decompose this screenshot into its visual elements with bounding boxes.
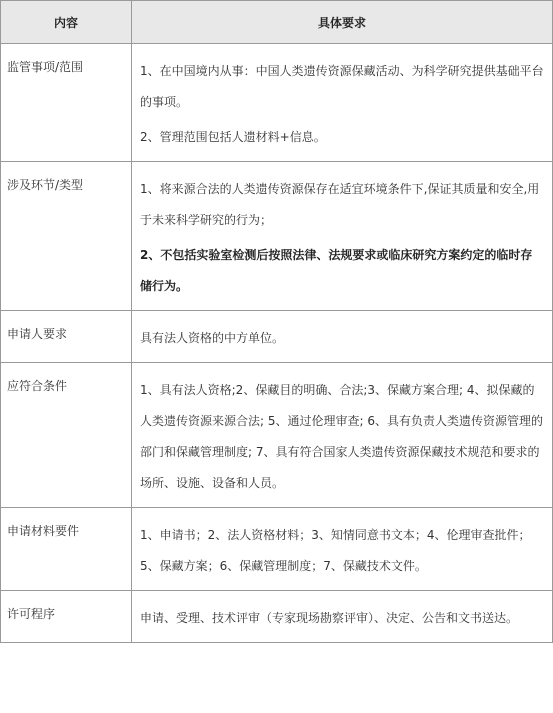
row-label: 许可程序 [1,591,132,643]
row-content [132,311,553,363]
row-label: 涉及环节/类型 [1,162,132,311]
row-content [132,508,553,591]
row-label: 应符合条件 [1,363,132,508]
table-row [1,363,553,508]
row-content [132,591,553,643]
paragraph-bold: 2、不包括实验室检测后按照法律、法规要求或临床研究方案约定的临时存储行为。 [140,248,533,293]
table-row [1,44,553,162]
row-content [132,44,553,162]
row-label: 申请材料要件 [1,508,132,591]
paragraph: 2、管理范围包括人遗材料+信息。 [140,130,326,144]
row-label: 监管事项/范围 [1,44,132,162]
paragraph: 具有法人资格的中方单位。 [140,331,285,345]
header-requirements: 具体要求 [132,1,553,44]
row-content [132,162,553,311]
paragraph: 1、在中国境内从事：中国人类遗传资源保藏活动、为科学研究提供基础平台的事项。 [140,64,544,109]
table-row [1,508,553,591]
paragraph: 申请、受理、技术评审（专家现场勘察评审）、决定、公告和文书送达。 [140,611,519,625]
table-row [1,311,553,363]
paragraph: 1、申请书；2、法人资格材料；3、知情同意书文本；4、伦理审查批件；5、保藏方案；6、保藏管理制度；7、保藏技术文件。 [140,528,531,573]
paragraph: 1、将来源合法的人类遗传资源保存在适宜环境条件下,保证其质量和安全,用于未来科学研究的行为； [140,182,540,227]
table-header-row [1,1,553,44]
table-row [1,162,553,311]
header-content: 内容 [1,1,132,44]
row-content [132,363,553,508]
row-label: 申请人要求 [1,311,132,363]
table-row [1,591,553,643]
paragraph: 1、具有法人资格;2、保藏目的明确、合法;3、保藏方案合理; 4、拟保藏的人类遗传资源来源合法; 5、通过伦理审查; 6、具有负责人类遗传资源管理的部门和保藏管理制度; 7、具有符合国家人类遗传资源保藏技术规范和要求的场所、设施、设备和人员。 [140,383,543,490]
